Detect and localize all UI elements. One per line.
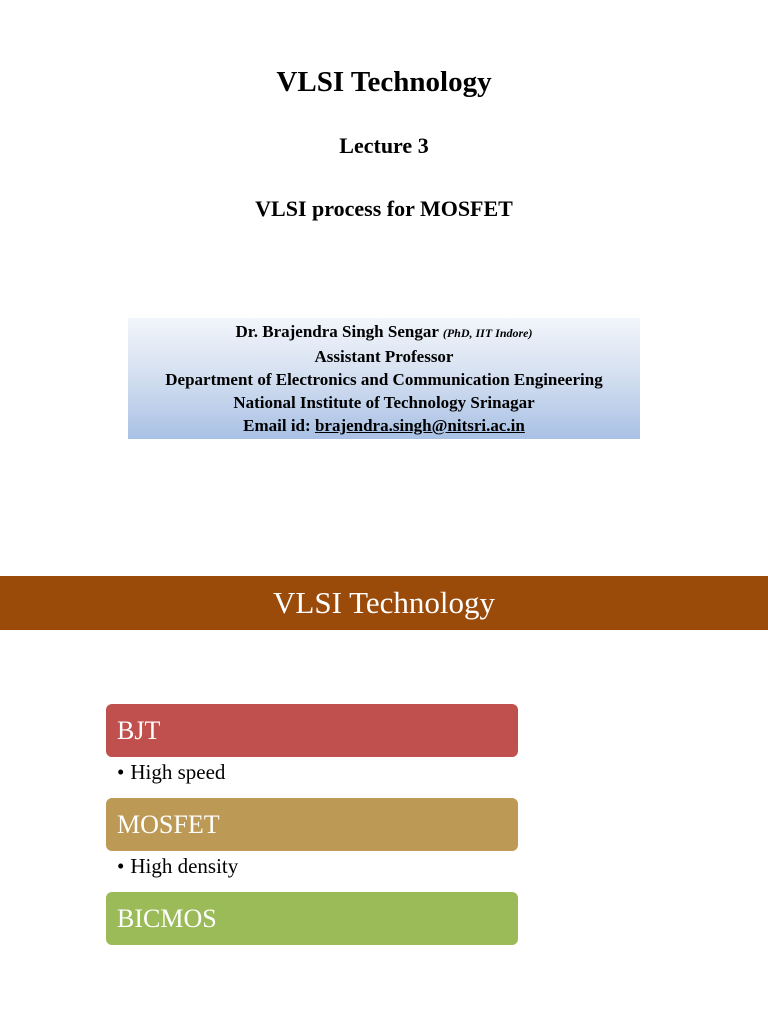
email-label: Email id: <box>243 416 311 435</box>
author-institute: National Institute of Technology Srinagar <box>233 393 535 412</box>
author-designation: Assistant Professor <box>314 347 454 366</box>
bicmos-box: BICMOS <box>106 892 518 945</box>
bullet-text: High density <box>130 854 239 878</box>
author-name-line <box>128 320 640 345</box>
bullet-icon: • <box>117 854 125 878</box>
author-info-box <box>128 318 640 439</box>
author-department: Department of Electronics and Communication Engineering <box>165 370 603 389</box>
bjt-box: BJT <box>106 704 518 757</box>
email-link[interactable]: brajendra.singh@nitsri.ac.in <box>314 416 525 435</box>
mosfet-box: MOSFET <box>106 798 518 851</box>
section-header-bar: VLSI Technology <box>0 576 768 630</box>
lecture-number: Lecture 3 <box>339 133 429 158</box>
email-line <box>128 414 640 437</box>
author-affiliation: (PhD, IIT Indore) <box>442 326 533 340</box>
slide-title: VLSI Technology <box>276 66 492 98</box>
bullet-item-high-density <box>117 853 238 879</box>
lecture-topic: VLSI process for MOSFET <box>255 196 513 221</box>
bullet-item-high-speed <box>117 759 225 785</box>
bullet-text: High speed <box>130 760 226 784</box>
bullet-icon: • <box>117 760 125 784</box>
author-name: Dr. Brajendra Singh Sengar <box>235 322 439 341</box>
